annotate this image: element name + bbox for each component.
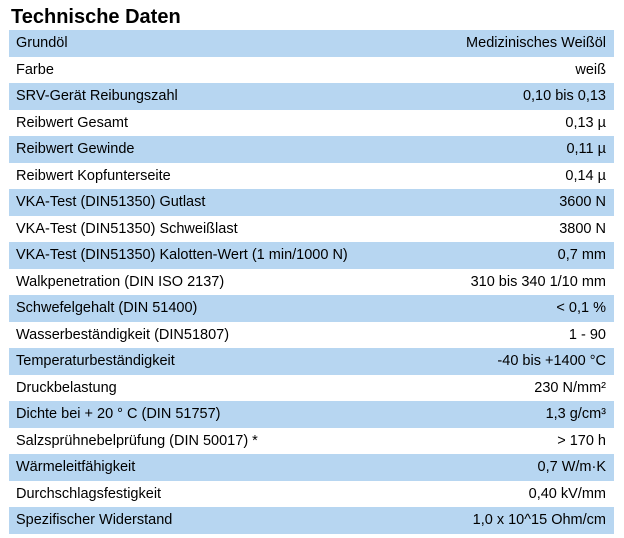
row-value: Medizinisches Weißöl: [466, 35, 606, 52]
row-label: Reibwert Gesamt: [16, 114, 129, 131]
row-label: VKA-Test (DIN51350) Schweißlast: [16, 220, 238, 237]
table-row: [9, 83, 614, 110]
row-label: Grundöl: [16, 35, 68, 52]
table-row: [9, 136, 614, 163]
row-label: Wärmeleitfähigkeit: [16, 459, 136, 476]
row-label: Reibwert Gewinde: [16, 141, 135, 158]
row-label: Wasserbeständigkeit (DIN51807): [16, 326, 230, 343]
row-label: Dichte bei + 20 ° C (DIN 51757): [16, 406, 221, 423]
row-label: Reibwert Kopfunterseite: [16, 167, 171, 184]
row-label: Schwefelgehalt (DIN 51400): [16, 300, 198, 317]
row-value: 1,0 x 10^15 Ohm/cm: [472, 512, 606, 529]
table-row: [9, 295, 614, 322]
row-value: 0,14 µ: [565, 167, 606, 184]
table-row: [9, 189, 614, 216]
table-row: [9, 30, 614, 57]
row-label: Walkpenetration (DIN ISO 2137): [16, 273, 225, 290]
page-title: Technische Daten: [11, 6, 181, 28]
table-row: [9, 348, 614, 375]
row-label: VKA-Test (DIN51350) Kalotten-Wert (1 min/1000 N): [16, 247, 348, 264]
row-value: 3800 N: [559, 220, 606, 237]
row-value: 3600 N: [559, 194, 606, 211]
table-row: [9, 163, 614, 190]
row-value: < 0,1 %: [556, 300, 606, 317]
row-value: 0,10 bis 0,13: [522, 88, 606, 105]
row-label: Salzsprühnebelprüfung (DIN 50017) *: [16, 432, 258, 449]
spec-table: [9, 30, 614, 534]
row-value: 0,13 µ: [565, 114, 606, 131]
row-label: Durchschlagsfestigkeit: [16, 485, 162, 502]
table-row: [9, 507, 614, 534]
row-value: 310 bis 340 1/10 mm: [470, 273, 606, 290]
table-row: [9, 110, 614, 137]
row-label: VKA-Test (DIN51350) Gutlast: [16, 194, 206, 211]
row-value: 230 N/mm²: [534, 379, 606, 396]
table-row: [9, 57, 614, 84]
table-row: [9, 401, 614, 428]
table-row: [9, 269, 614, 296]
table-row: [9, 375, 614, 402]
row-value: 1 - 90: [568, 326, 606, 343]
row-value: 0,40 kV/mm: [528, 485, 606, 502]
table-row: [9, 322, 614, 349]
row-value: 1,3 g/cm³: [545, 406, 606, 423]
row-label: Druckbelastung: [16, 379, 117, 396]
table-row: [9, 216, 614, 243]
table-row: [9, 481, 614, 508]
table-row: [9, 242, 614, 269]
row-label: Farbe: [16, 61, 54, 78]
table-row: [9, 454, 614, 481]
row-value: 0,7 W/m·K: [537, 459, 606, 476]
table-row: [9, 428, 614, 455]
row-value: 0,11 µ: [566, 141, 606, 158]
row-label: SRV-Gerät Reibungszahl: [16, 88, 178, 105]
row-value: 0,7 mm: [557, 247, 606, 264]
row-value: weiß: [575, 61, 606, 78]
row-value: -40 bis +1400 °C: [497, 353, 606, 370]
row-label: Temperaturbeständigkeit: [16, 353, 175, 370]
row-label: Spezifischer Widerstand: [16, 512, 173, 529]
row-value: > 170 h: [557, 432, 606, 449]
